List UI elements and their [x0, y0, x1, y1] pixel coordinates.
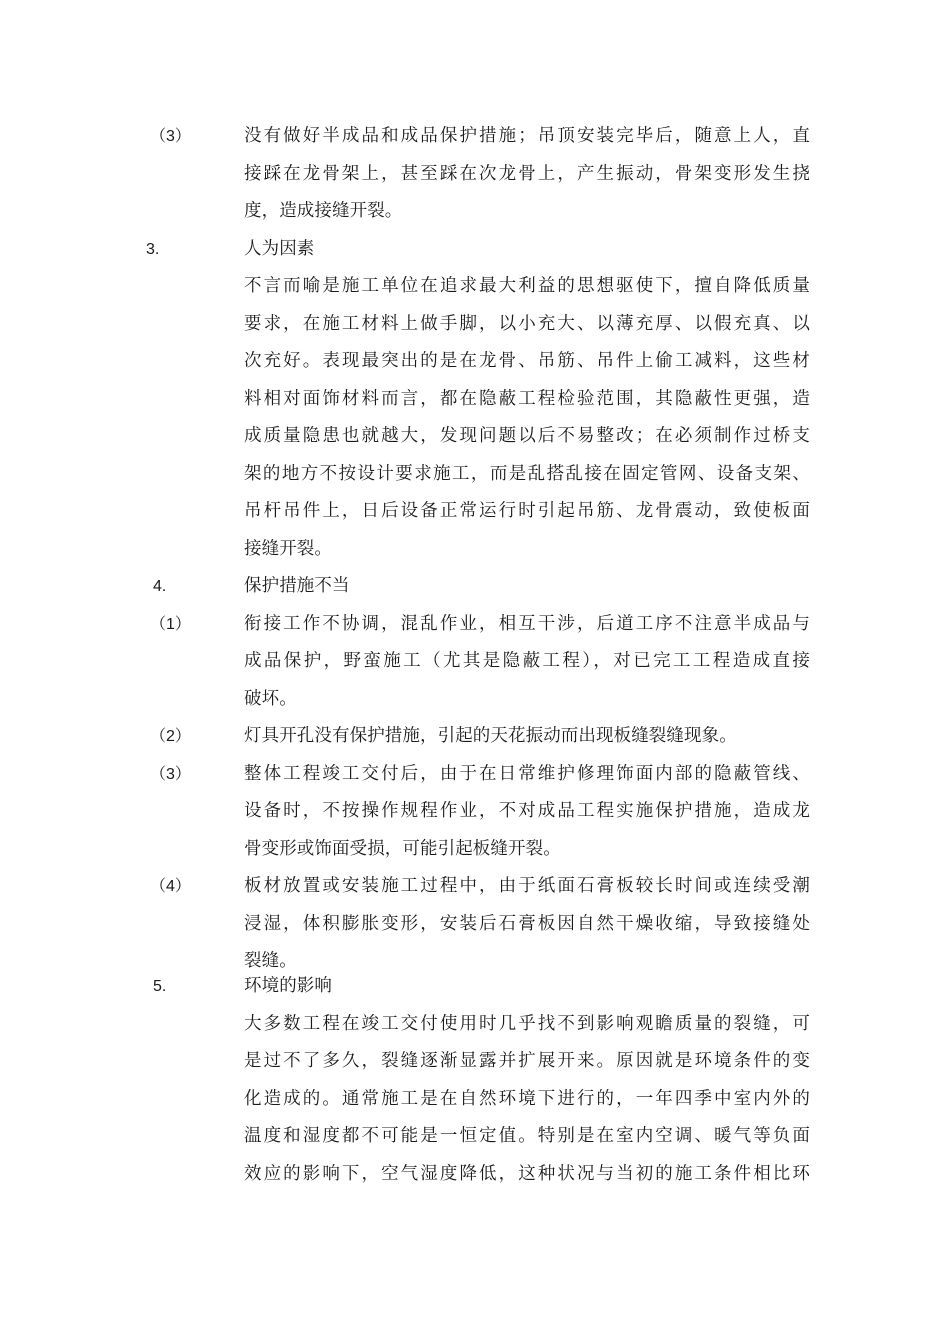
text-line: 骨变形或饰面受损，可能引起板缝开裂。 — [244, 838, 561, 859]
item-marker: （3） — [150, 765, 191, 783]
section-number: 4. — [153, 578, 167, 595]
item-marker: （3） — [150, 128, 191, 145]
item-text — [244, 606, 810, 719]
item-marker: （2） — [150, 728, 191, 745]
text-line: 要求，在施工材料上做手脚，以小充大、以薄充厚、以假充真、以 — [244, 313, 810, 334]
text-line: 整体工程竣工交付后，由于在日常维护修理饰面内部的隐蔽管线、 — [244, 763, 810, 784]
item-text — [244, 118, 810, 231]
item-text — [244, 718, 810, 756]
text-line: 接缝开裂。 — [244, 538, 332, 559]
text-line: 料相对面饰材料而言，都在隐蔽工程检验范围，其隐蔽性更强，造 — [244, 388, 810, 409]
text-line: 成品保护，野蛮施工（尤其是隐蔽工程），对已完工工程造成直接 — [244, 651, 810, 671]
text-line: 不言而喻是施工单位在追求最大利益的思想驱使下，擅自降低质量 — [244, 276, 810, 296]
text-line: 吊杆吊件上，日后设备正常运行时引起吊筋、龙骨震动，致使板面 — [244, 501, 810, 521]
text-line: 温度和湿度都不可能是一恒定值。特别是在室内空调、暖气等负面 — [244, 1126, 810, 1146]
text-line: 保护措施不当 — [244, 576, 350, 596]
text-line: 是过不了多久，裂缝逐渐显露并扩展开来。原因就是环境条件的变 — [244, 1051, 810, 1071]
item-text — [244, 868, 810, 981]
text-line: 效应的影响下，空气湿度降低，这种状况与当初的施工条件相比环 — [244, 1163, 810, 1184]
text-line: 架的地方不按设计要求施工，而是乱搭乱接在固定管网、设备支架、 — [244, 463, 810, 484]
heading-text — [244, 968, 810, 1006]
text-line: 浸湿，体积膨胀变形，安装后石膏板因自然干燥收缩，导致接缝处 — [244, 913, 810, 934]
text-line: 衔接工作不协调，混乱作业，相互干涉，后道工序不注意半成品与 — [244, 613, 810, 634]
text-line: 成质量隐患也就越大，发现问题以后不易整改；在必须制作过桥支 — [244, 426, 810, 446]
section-number: 3. — [146, 240, 160, 258]
text-line: 度，造成接缝开裂。 — [244, 201, 403, 221]
text-line: 板材放置或安装施工过程中，由于纸面石膏板较长时间或连续受潮 — [244, 876, 810, 896]
text-line: 人为因素 — [244, 238, 315, 259]
text-line: 设备时，不按操作规程作业，不对成品工程实施保护措施，造成龙 — [244, 801, 810, 821]
item-marker: （1） — [150, 615, 191, 633]
text-line: 化造成的。通常施工是在自然环境下进行的，一年四季中室内外的 — [244, 1088, 810, 1109]
paragraph-text — [244, 268, 810, 568]
item-marker: （4） — [150, 878, 191, 895]
text-line: 次充好。表现最突出的是在龙骨、吊筋、吊件上偷工减料，这些材 — [244, 351, 810, 371]
text-line: 接踩在龙骨架上，甚至踩在次龙骨上，产生振动，骨架变形发生挠 — [244, 163, 810, 184]
section-number: 5. — [153, 978, 167, 995]
text-line: 破坏。 — [244, 688, 297, 709]
text-line: 灯具开孔没有保护措施，引起的天花振动而出现板缝裂缝现象。 — [244, 726, 737, 746]
text-line: 大多数工程在竣工交付使用时几乎找不到影响观瞻质量的裂缝，可 — [244, 1013, 810, 1034]
text-line: 裂缝。 — [244, 951, 297, 971]
item-text — [244, 756, 810, 869]
text-line: 环境的影响 — [244, 976, 332, 996]
text-line: 没有做好半成品和成品保护措施；吊顶安装完毕后，随意上人，直 — [244, 126, 810, 146]
paragraph-text — [244, 1006, 810, 1194]
heading-text — [244, 231, 810, 269]
heading-text — [244, 568, 810, 606]
